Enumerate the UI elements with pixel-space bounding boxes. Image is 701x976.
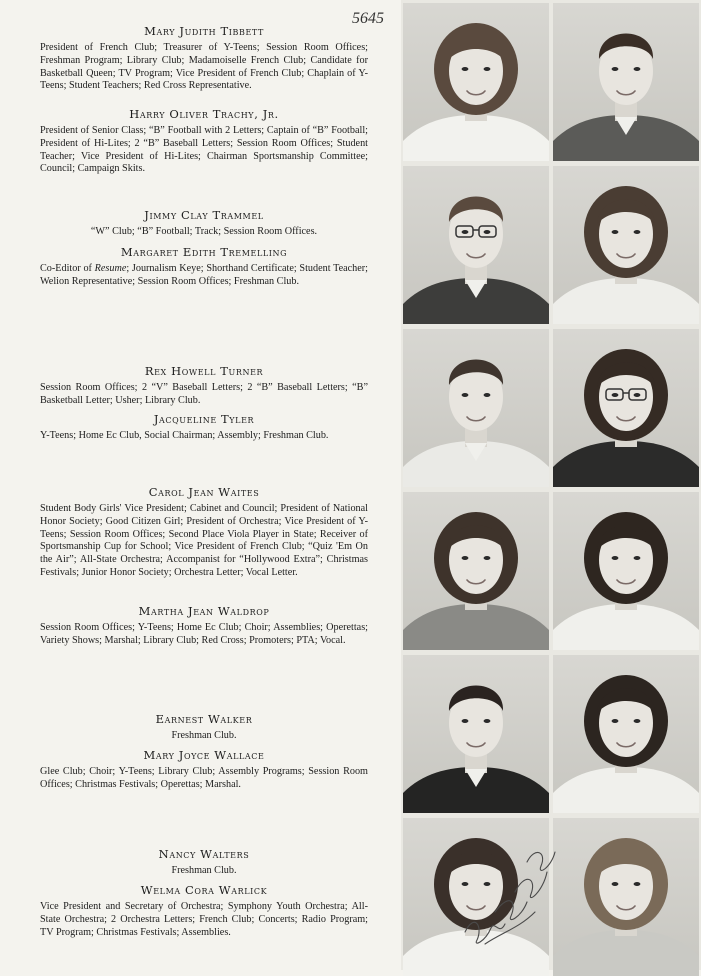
student-portrait	[403, 818, 549, 976]
student-name: Jimmy Clay Trammel	[144, 208, 264, 222]
student-activities: President of Senior Class; “B” Football with 2 Letters; Captain of “B” Football; President of Hi-Lites; 2 “B” Baseball Letters; Session Room Offices; Student Teacher; Vice President of Hi-Lites; Chairman Sportsmanship Committee; Council; Campaign Skits.	[40, 125, 368, 175]
activities-italic: Resume	[94, 263, 127, 274]
student-portrait	[553, 166, 699, 324]
senior-entry	[40, 208, 368, 239]
activities-prefix: Co-Editor of	[40, 263, 95, 274]
student-name: Mary Judith Tibbett	[144, 24, 264, 38]
student-activities: President of French Club; Treasurer of Y-Teens; Session Room Offices; Freshman Program; Library Club; Madamoiselle French Club; Candidate for Basketball Queen; TV Program; Vice President of French Club; Chaplain of Y-Teens; Student Teachers; Red Cross Representative.	[40, 42, 368, 92]
student-activities: Freshman Club.	[171, 865, 237, 876]
student-name: Welma Cora Warlick	[140, 883, 268, 897]
student-activities: Student Body Girls' Vice President; Cabinet and Council; President of National Honor Society; Good Citizen Girl; President of Orchestra; Vice President of Y-Teens; Session Room Offices; Second Place Viola Player in State; Receiver of Sportsmanship Cup for School; Vice President of French Club; “Quiz 'Em On the Air”; All-State Orchestra; Accompanist for “Hollywood Extra”; Christmas Festivals; Junior Honor Society; Orchestra Letter; Vocal Letter.	[40, 503, 368, 578]
student-name: Jacqueline Tyler	[153, 412, 255, 426]
student-portrait	[403, 3, 549, 161]
senior-entry	[40, 712, 368, 743]
student-name: Margaret Edith Tremelling	[120, 245, 288, 259]
senior-entry	[40, 748, 368, 792]
senior-entry	[40, 245, 368, 289]
senior-entry	[40, 107, 368, 176]
student-portrait	[403, 166, 549, 324]
student-name: Mary Joyce Wallace	[143, 748, 265, 762]
activities-rest: ; Journalism Keye; Shorthand Certificate; Student Teacher; Welion Representative; Session Room Offices; Freshman Club.	[40, 263, 368, 287]
senior-entry	[40, 883, 368, 939]
senior-entry	[40, 604, 368, 648]
student-activities: Freshman Club.	[171, 730, 237, 741]
student-portrait	[403, 492, 549, 650]
student-activities: Vice President and Secretary of Orchestra; Symphony Youth Orchestra; All-State Orchestra; 2 Orchestra Letters; French Club; Concerts; Radio Program; TV Program; Christmas Festivals; Assemblies.	[40, 901, 368, 938]
student-activities: Glee Club; Choir; Y-Teens; Library Club; Assembly Programs; Session Room Offices; Christmas Festivals; Operettas; Marshal.	[40, 766, 368, 790]
senior-entry	[40, 847, 368, 878]
student-name: Nancy Walters	[158, 847, 250, 861]
student-portrait	[553, 492, 699, 650]
student-name: Earnest Walker	[155, 712, 253, 726]
portrait-grid	[401, 0, 701, 970]
page-number: 5645	[352, 10, 384, 27]
student-name: Martha Jean Waldrop	[138, 604, 270, 618]
student-portrait	[553, 818, 699, 976]
student-activities: Y-Teens; Home Ec Club, Social Chairman; Assembly; Freshman Club.	[40, 430, 329, 441]
student-portrait	[403, 329, 549, 487]
student-activities: Session Room Offices; 2 “V” Baseball Letters; 2 “B” Baseball Letters; “B” Basketball Letter; Usher; Library Club.	[40, 382, 368, 406]
student-portrait	[553, 3, 699, 161]
student-portrait	[553, 329, 699, 487]
senior-entry	[40, 485, 368, 580]
student-portrait	[553, 655, 699, 813]
student-name: Rex Howell Turner	[144, 364, 264, 378]
senior-entry	[40, 412, 368, 443]
student-activities: Session Room Offices; Y-Teens; Home Ec Club; Choir; Assemblies; Operettas; Variety Shows; Marshal; Library Club; Red Cross; Promoters; PTA; Vocal.	[40, 622, 368, 646]
student-activities	[40, 263, 368, 289]
senior-entry	[40, 364, 368, 408]
senior-entry	[40, 24, 368, 93]
student-name: Harry Oliver Trachy, Jr.	[129, 107, 279, 121]
student-portrait	[403, 655, 549, 813]
student-activities: “W” Club; “B” Football; Track; Session Room Offices.	[90, 226, 318, 237]
student-name: Carol Jean Waites	[148, 485, 260, 499]
